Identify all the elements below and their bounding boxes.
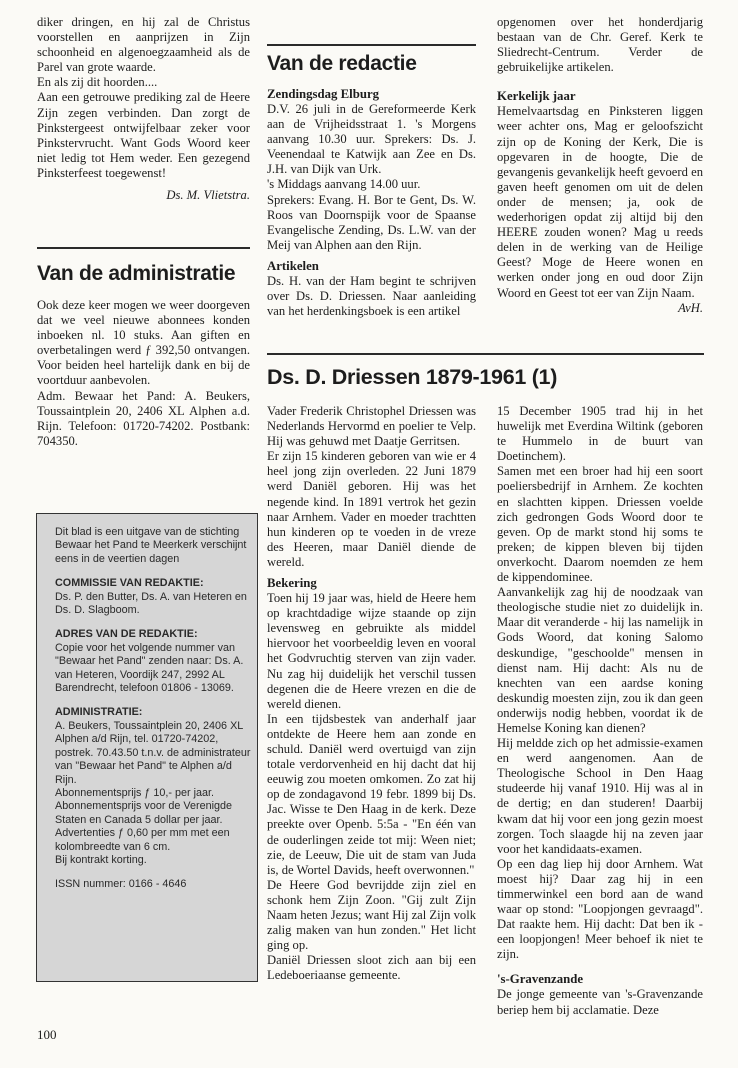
gravenzande-heading: 's-Gravenzande	[497, 972, 584, 987]
driessen-paragraph: Samen met een broer had hij een soort poeliersbedrijf in Arnhem. Ze kochten en slachtten kippen. Driessen voelde zich gedrongen Gods Woord door te geven. Op de markt stond hij soms te preken; de kippen bleven bij tijden onverkocht. Daarom noemden ze hem de kippendominee.	[497, 464, 703, 585]
column-left	[37, 15, 250, 203]
administratie-heading: ADMINISTRATIE:	[55, 706, 143, 719]
bekering-paragraph: Toen hij 19 jaar was, hield de Heere hem op krachtdadige wijze staande op zijn levensweg en gebruikte als middel hiervoor het voorbeeldig leven en vooral het Godvruchtig sterven van zijn vader. Nu zag hij duidelijk het verschil tussen degenen die de Heere vrezen en die de wereld dienen.	[267, 591, 476, 711]
section-divider	[267, 353, 704, 355]
zendingsdag-paragraph: 's Middags aanvang 14.00 uur.	[267, 177, 421, 192]
price-line: Abonnementsprijs ƒ 10,- per jaar.	[55, 786, 215, 799]
admin-paragraph: Adm. Bewaar het Pand: A. Beukers, Toussaintplein 20, 2406 XL Alphen a.d. Rijn. Telefoon: 01720-74202. Postbank: 704350.	[37, 388, 250, 448]
colophon-box	[36, 513, 258, 982]
bekering-paragraph: Daniël Driessen sloot zich aan bij een Ledeboeriaanse gemeente.	[267, 953, 476, 983]
admin-title: Van de administratie	[37, 262, 236, 285]
zendingsdag-paragraph: Sprekers: Evang. H. Bor te Gent, Ds. W. Roos van Doornspijk voor de Spaanse Evangelische Zending, Ds. L.W. van der Meij van Alphen aan den Rijn.	[267, 192, 476, 252]
adres-text: Copie voor het volgende nummer van "Bewaar het Pand" zenden naar: Ds. A. van Heteren, Voordijk 247, 2992 AL Barendrecht, telefoon 01806 - 13069.	[55, 641, 244, 695]
admin-paragraph: Ook deze keer mogen we weer doorgeven dat we veel nieuwe abonnees konden inboeken nl. 10 stuks. Aan giften en overbetalingen werd ƒ 392,50 ontvangen. Voor beiden heel hartelijk dank en bij de voortduur aanbevolen.	[37, 298, 250, 388]
redactie-continuation: opgenomen over het honderdjarig bestaan van de Chr. Geref. Kerk te Sliedrecht-Centrum. Verder de gebruikelijke artikelen.	[497, 15, 703, 75]
colophon-intro: Dit blad is een uitgave van de stichting Bewaar het Pand te Meerkerk verschijnt eens in de veertien dagen	[55, 526, 247, 565]
admin-section	[37, 262, 250, 449]
price-line: Bij kontrakt korting.	[55, 853, 147, 866]
driessen-paragraph: Er zijn 15 kinderen geboren van wie er 4 heel jong zijn overleden. 22 Juni 1879 werd Daniël geboren. Hij was het negende kind. In 1891 vertrok het gezin naar Arnhem. Vader en moeder trachtten hun kinderen op te voeden in de vreze des Heeren, maar Daniël diende de wereld.	[267, 449, 476, 569]
bekering-paragraph: In een tijdsbestek van anderhalf jaar ontdekte de Heere hem aan zonde en schuld. Daniël werd overtuigd van zijn totale verdorvenheid en hij dacht dat hij eeuwig zou moeten omkomen. Zo zat hij op de zondagavond 19 febr. 1899 bij Ds. Jac. Wisse te Den Haag in de kerk. Deze preekte over Openb. 5:5a - "En één van de ouderlingen zeide tot mij: Ween niet; zie, de Leeuw, Die uit de stam van Juda is, de Wortel Davids, heeft overwonnen."	[267, 711, 476, 877]
kerkelijk-jaar-text: Hemelvaartsdag en Pinksteren liggen weer achter ons, Mag er geloofszicht zijn op de Koning der Kerk, Die is opgevaren in de hoogte, Die de gevangenis gevankelijk heeft gevoerd en gaven heeft genomen om uit de delen onder de mensen; ja, ook de wederhorigen opdat zij altijd bij den HEERE zouden wonen? Mag u reeds delen in de werking van de Heilige Geest? Moge de Heere wonen en werken onder jong en oud door Zijn Woord en Geest tot eer van Zijn Naam.	[497, 104, 703, 300]
bekering-heading: Bekering	[267, 576, 317, 591]
signature-avh: AvH.	[678, 300, 703, 315]
price-line: Abonnementsprijs voor de Verenigde Staten en Canada 5 dollar per jaar.	[55, 800, 233, 826]
kerkelijk-jaar-heading: Kerkelijk jaar	[497, 89, 576, 104]
driessen-paragraph: Vader Frederik Christophel Driessen was Nederlands Hervormd en poelier te Velp. Hij was gehuwd met Daatje Gerritsen.	[267, 404, 476, 449]
section-divider	[267, 44, 476, 46]
driessen-paragraph: Op een dag liep hij door Arnhem. Wat moest hij? Daar zag hij in een timmerwinkel een bord aan de wand waar op stond: "Loopjongen gevraagd". Dat raakte hem. Hij dacht: Dat ben ik - een loopjongen! Meer behoef ik niet te zijn.	[497, 856, 703, 962]
bekering-paragraph: De Heere God bevrijdde zijn ziel en schonk hem Zijn Zoon. "Gij zult Zijn Naam heten Jezus; want Hij zal Zijn volk zalig maken van hun zonden." Het licht ging op.	[267, 877, 476, 953]
commissie-heading: COMMISSIE VAN REDAKTIE:	[55, 577, 204, 590]
price-line: Advertenties ƒ 0,60 per mm met een kolombreedte van 6 cm.	[55, 827, 230, 853]
zendingsdag-paragraph: D.V. 26 juli in de Gereformeerde Kerk aan de Vrijheidsstraat 1. 's Morgens aanvang 10.30 uur. Sprekers: Ds. J. Veenendaal te Katwijk aan Zee en Ds. J.H. van Dijk van Urk.	[267, 102, 476, 177]
signature-vlietstra: Ds. M. Vlietstra.	[166, 188, 250, 203]
driessen-column-left	[267, 404, 476, 983]
commissie-text: Ds. P. den Butter, Ds. A. van Heteren en Ds. D. Slagboom.	[55, 590, 247, 617]
intro-paragraph: diker dringen, en hij zal de Christus voorstellen en aanprijzen in Zijn schoonheid en algenoegzaamheid als de Parel van grote waarde.	[37, 15, 250, 75]
driessen-paragraph: Aanvankelijk zag hij de noodzaak van theologische studie niet zo duidelijk in. Maar dit veranderde - hij las namelijk in Gods Woord, dat koning Salomo deskundige, "geschoolde" mensen in dienst nam. Hij dacht: Als nu de knechten van een aardse koning deskundig moesten zijn, zou ik dan geen onderwijs nodig hebben, voordat ik de Hemelse Koning kan dienen?	[497, 585, 703, 735]
driessen-paragraph: 15 December 1905 trad hij in het huwelijk met Everdina Wiltink (geboren te Hummelo in de buurt van Doetinchem).	[497, 404, 703, 464]
intro-paragraph: Aan een getrouwe prediking zal de Heere Zijn zegen verbinden. Dan zorgt de Pinkstergeest ontwijfelbaar zeker voor Pinkstervrucht. Want Gods Woord keer niet ledig tot Hem weder. Een gezegend Pinksterfeest toegewenst!	[37, 90, 250, 180]
redactie-title: Van de redactie	[267, 52, 417, 75]
driessen-paragraph: Hij meldde zich op het admissie-examen en werd aangenomen. Aan de Theologische School in Den Haag studeerde hij vanaf 1910. Hij was al in de dertig; en dan studeren! Daarbij kwam dat hij voor een jong gezin moest zorgen. Toch slaagde hij na zeven jaar voor het kandidaats-examen.	[497, 736, 703, 856]
page-number: 100	[37, 1027, 57, 1042]
zendingsdag-heading: Zendingsdag Elburg	[267, 87, 380, 101]
driessen-column-right	[497, 404, 703, 1018]
artikelen-text: Ds. H. van der Ham begint te schrijven over Ds. D. Driessen. Naar aanleiding van het herdenkingsboek is een artikel	[267, 273, 476, 319]
administratie-text: A. Beukers, Toussaintplein 20, 2406 XL Alphen a/d Rijn, tel. 01720-74202, postrek. 70.43.50 t.n.v. de administrateur van "Bewaar het Pand" te Alphen a/d Rijn.	[55, 719, 251, 786]
section-divider	[37, 247, 250, 249]
intro-paragraph: En als zij dit hoorden....	[37, 75, 158, 90]
artikelen-heading: Artikelen	[267, 258, 319, 273]
column-right-top	[497, 15, 703, 316]
redactie-section	[267, 52, 476, 319]
issn-number: ISSN nummer: 0166 - 4646	[55, 878, 187, 891]
gravenzande-text: De jonge gemeente van 's-Gravenzande beriep hem bij acclamatie. Deze	[497, 987, 703, 1017]
driessen-title: Ds. D. Driessen 1879-1961 (1)	[267, 365, 558, 389]
adres-heading: ADRES VAN DE REDAKTIE:	[55, 628, 198, 641]
